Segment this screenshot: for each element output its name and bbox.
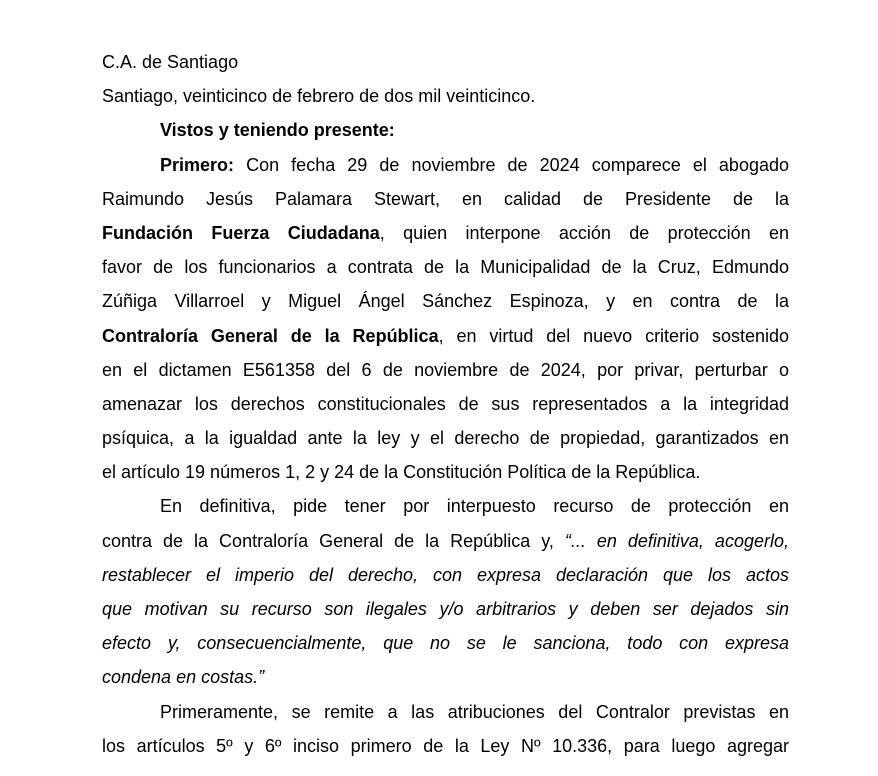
text-line: amenazar los derechos constitucionales de sus representados a la integridad bbox=[102, 393, 789, 414]
text-line: favor de los funcionarios a contrata de la Municipalidad de la Cruz, Edmundo bbox=[102, 257, 789, 278]
text-line: en el dictamen E561358 del 6 de noviembre de 2024, por privar, perturbar o bbox=[102, 359, 789, 380]
quote-start: “... en definitiva, acogerlo, bbox=[564, 530, 789, 551]
paragraph-primeramente bbox=[102, 695, 789, 763]
paragraph-definitiva bbox=[102, 489, 789, 694]
quote-line: efecto y, consecuencialmente, que no se le sanciona, todo con expresa bbox=[102, 633, 789, 654]
text-line: psíquica, a la igualdad ante la ley y el derecho de propiedad, garantizados en bbox=[102, 428, 789, 449]
text-line: Primero: Con fecha 29 de noviembre de 2024 comparece el abogado bbox=[160, 154, 789, 175]
quote-line: que motivan su recurso son ilegales y/o arbitrarios y deben ser dejados sin bbox=[102, 599, 789, 619]
fundacion-name: Fundación Fuerza Ciudadana bbox=[102, 222, 380, 243]
text-line: Contraloría General de la República, en virtud del nuevo criterio sostenido bbox=[102, 325, 790, 346]
text-line: Primeramente, se remite a las atribuciones del Contralor previstas en bbox=[160, 701, 789, 722]
document-body bbox=[102, 45, 789, 763]
text-line: Zúñiga Villarroel y Miguel Ángel Sánchez Espinoza, y en contra de la bbox=[102, 291, 789, 312]
contraloria-name: Contraloría General de la República bbox=[102, 325, 439, 346]
date-line: Santiago, veinticinco de febrero de dos mil veinticinco. bbox=[102, 86, 536, 107]
text-line: los artículos 5º y 6º inciso primero de la Ley Nº 10.336, para luego agregar bbox=[102, 735, 789, 756]
vistos-heading: Vistos y teniendo presente: bbox=[160, 120, 395, 141]
court-name: C.A. de Santiago bbox=[102, 52, 239, 72]
text-line: Raimundo Jesús Palamara Stewart, en calidad de Presidente de la bbox=[102, 188, 789, 209]
text-line: En definitiva, pide tener por interpuesto recurso de protección en bbox=[160, 496, 789, 517]
primero-label: Primero: bbox=[160, 154, 235, 175]
text-line: el artículo 19 números 1, 2 y 24 de la Constitución Política de la República. bbox=[102, 462, 701, 483]
paragraph-primero bbox=[102, 148, 789, 490]
quote-line: restablecer el imperio del derecho, con expresa declaración que los actos bbox=[102, 564, 789, 585]
quote-line: condena en costas.” bbox=[102, 667, 265, 688]
text-line: Fundación Fuerza Ciudadana, quien interpone acción de protección en bbox=[102, 222, 789, 243]
text-line: contra de la Contraloría General de la República y, “... en definitiva, acogerlo, bbox=[102, 530, 789, 551]
